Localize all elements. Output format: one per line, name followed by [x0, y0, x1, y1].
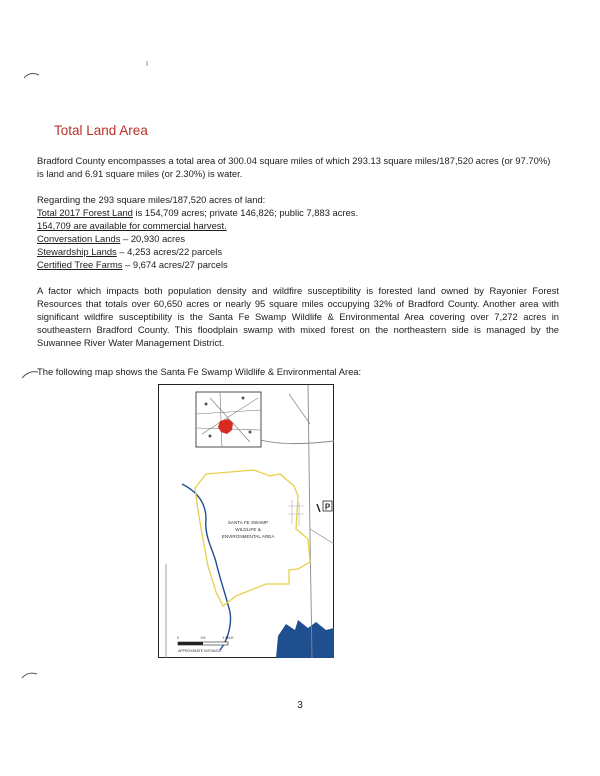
tree-farms-line — [37, 258, 559, 271]
area-label-line2: WILDLIFE & — [235, 527, 261, 532]
conservation-label: Conversation Lands — [37, 233, 121, 244]
map-caption: The following map shows the Santa Fe Swamp Wildlife & Environmental Area: — [37, 366, 362, 377]
scale-label-end: 1 MILE — [222, 636, 234, 640]
scale-label-mid: 0.5 — [200, 636, 206, 640]
scan-mark-bottom — [20, 668, 40, 682]
area-label-line1: SANTA FE SWAMP — [227, 520, 269, 525]
harvest-line: 154,709 are available for commercial harvest. — [37, 220, 227, 231]
stewardship-value: – 4,253 acres/22 parcels — [116, 246, 223, 257]
locator-dot — [249, 431, 252, 434]
scan-mark-tick — [145, 60, 149, 68]
area-label-line3: ENVIRONMENTAL AREA — [221, 534, 275, 539]
forest-land-label: Total 2017 Forest Land — [37, 207, 133, 218]
scale-caption: APPROXIMATE DISTANCE — [178, 649, 222, 653]
locator-dot — [205, 403, 208, 406]
forest-land-line — [37, 206, 559, 219]
conservation-line — [37, 232, 559, 245]
page-heading: Total Land Area — [54, 123, 148, 138]
page-number: 3 — [297, 700, 303, 711]
tree-farms-label: Certified Tree Farms — [37, 259, 123, 270]
tree-farms-value: – 9,674 acres/27 parcels — [122, 259, 228, 270]
locator-dot — [209, 435, 212, 438]
forest-land-value: is 154,709 acres; private 146,826; public 7,883 acres. — [132, 207, 359, 218]
parking-symbol: P — [324, 502, 331, 512]
wildfire-paragraph: A factor which impacts both population density and wildfire susceptibility is forested land owned by Rayonier Forest Resources that totals over 60,650 acres or nearly 95 square miles occupying 32% of Bradford County. Another area with significant wildfire susceptibility is the Santa Fe Swamp Wildlife & Environmental Area covering over 7,272 acres in southeastern Bradford County. This floodplain swamp with mixed forest on the northeastern side is managed by the Suwannee River Water Management District. — [37, 285, 559, 348]
intro-paragraph: Bradford County encompasses a total area of 300.04 square miles of which 293.13 square miles/187,520 acres (or 97.70%) is land and 6.91 square miles (or 2.30%) is water. — [37, 155, 551, 179]
conservation-value: – 20,930 acres — [120, 233, 186, 244]
scale-label-zero: 0 — [177, 636, 179, 640]
stewardship-label: Stewardship Lands — [37, 246, 117, 257]
stewardship-line — [37, 245, 559, 258]
land-breakdown — [37, 193, 559, 271]
scale-bar-filled — [178, 642, 203, 645]
santa-fe-swamp-map — [158, 384, 334, 658]
scan-mark-top — [22, 68, 42, 82]
locator-dot — [242, 397, 245, 400]
land-lead: Regarding the 293 square miles/187,520 acres of land: — [37, 194, 266, 205]
